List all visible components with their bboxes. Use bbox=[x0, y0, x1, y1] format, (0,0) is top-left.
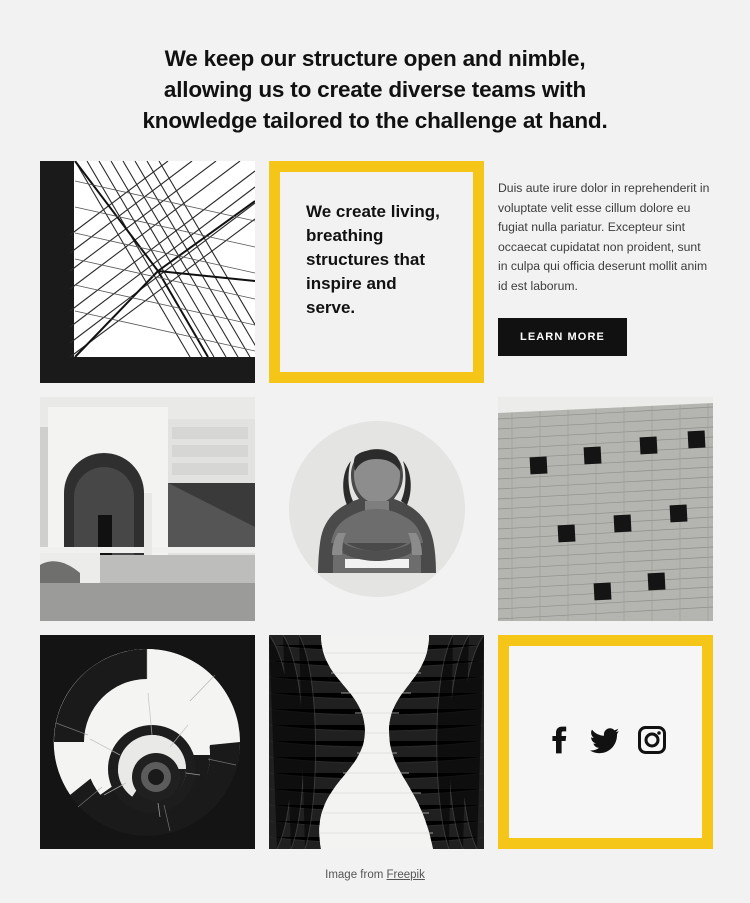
facebook-icon[interactable] bbox=[546, 726, 572, 759]
arch-building-art bbox=[40, 397, 255, 621]
facade-lines bbox=[40, 161, 255, 383]
quote-text: We create living, breathing structures that inspire and serve. bbox=[306, 202, 440, 317]
instagram-icon[interactable] bbox=[638, 726, 666, 759]
content-grid bbox=[40, 161, 710, 849]
spiral-staircase-photo bbox=[40, 635, 255, 849]
avatar bbox=[289, 421, 465, 597]
glass-facade-photo bbox=[40, 161, 255, 383]
quote-card bbox=[269, 161, 484, 383]
image-credit bbox=[40, 869, 710, 881]
team-member-portrait bbox=[269, 397, 484, 621]
body-paragraph: Duis aute irure dolor in reprehenderit in voluptate velit esse cillum dolore eu fugiat nulla pariatur. Excepteur sint occaecat cupidatat non proident, sunt in culpa qui officia deserunt mollit anim id est laborum. bbox=[498, 181, 710, 293]
freepik-link[interactable]: Freepik bbox=[386, 869, 425, 881]
learn-more-button[interactable]: LEARN MORE bbox=[498, 318, 627, 356]
white-arch-building-photo bbox=[40, 397, 255, 621]
brick-facade-art bbox=[498, 397, 713, 621]
image-credit-prefix: Image from bbox=[325, 869, 387, 881]
curved-stairs-art bbox=[269, 635, 484, 849]
page-title: We keep our structure open and nimble, allowing us to create diverse teams with knowledge tailored to the challenge at hand. bbox=[142, 46, 608, 133]
brick-facade-photo bbox=[498, 397, 713, 621]
curved-stairs-photo bbox=[269, 635, 484, 849]
portrait-art bbox=[289, 421, 465, 597]
twitter-icon[interactable] bbox=[590, 726, 620, 759]
social-links-box bbox=[498, 635, 713, 849]
text-column bbox=[498, 161, 713, 383]
spiral-art bbox=[40, 635, 255, 849]
